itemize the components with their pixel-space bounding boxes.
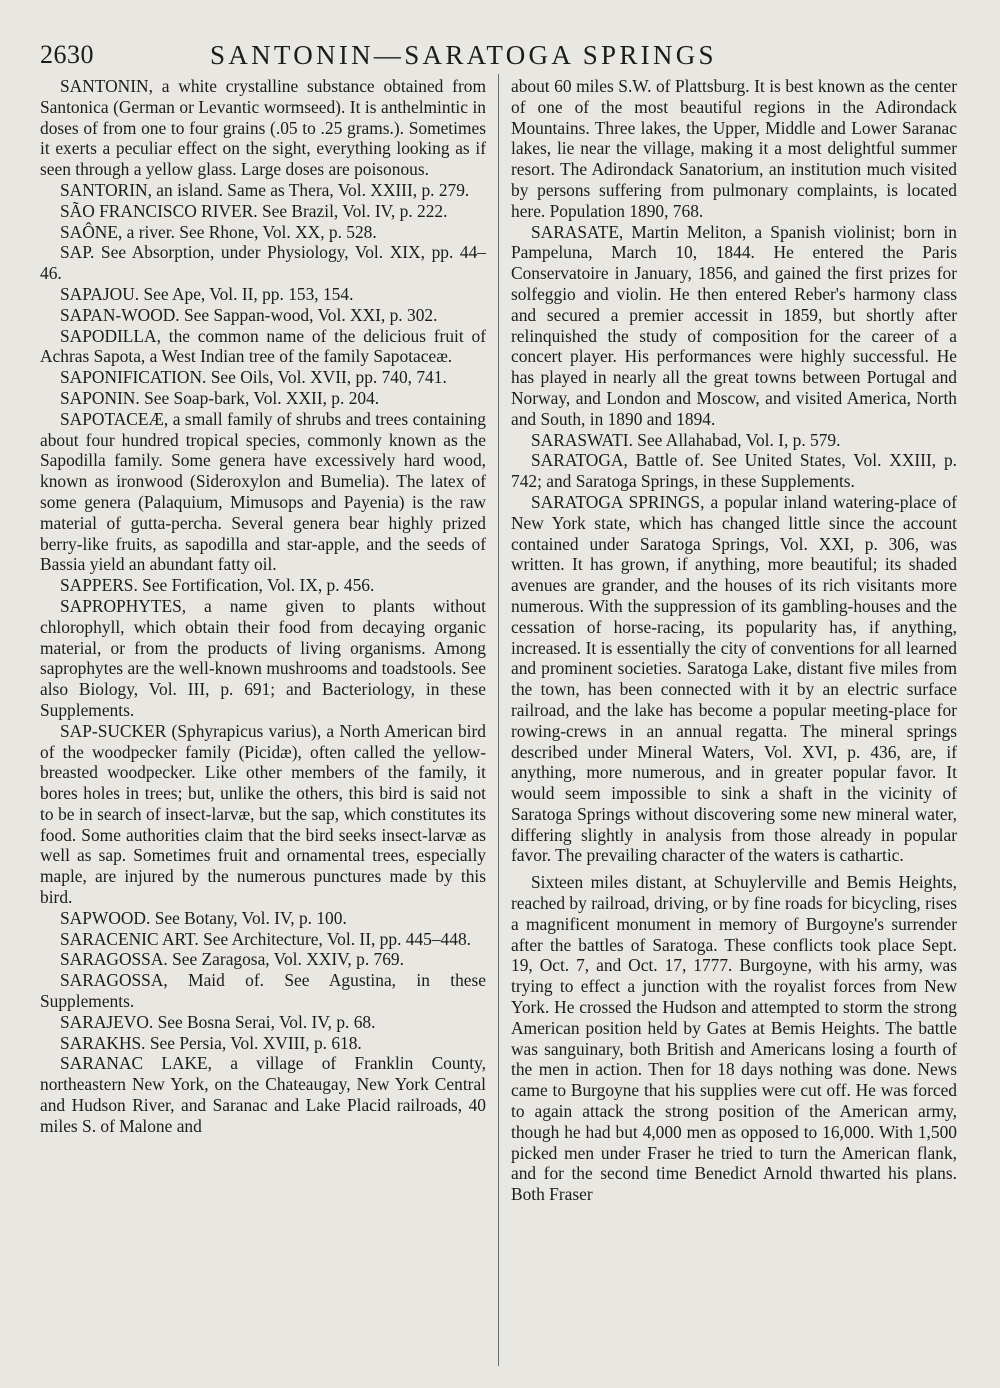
entry-saranac-lake-continued: about 60 miles S.W. of Plattsburg. It is best known as the center of one of the most beautiful regions in the Adirondack Mountains. Three lakes, the Upper, Middle and Lower Saranac lakes, lie near the village, making it a most delightful summer resort. The Adirondack Sanatorium, an institution much visited by persons suffering from pulmonary complaints, is located here. Population 1890, 768. xyxy=(511,76,957,221)
entry-sappers: SAPPERS. See Fortification, Vol. IX, p. 456. xyxy=(60,575,375,596)
entry-saragossa: SARAGOSSA. See Zaragosa, Vol. XXIV, p. 769. xyxy=(60,949,404,970)
entry-saratoga-battle-of: SARATOGA, Battle of. See United States, Vol. XXIII, p. 742; and Saratoga Springs, in these Supplements. xyxy=(511,450,957,492)
entry-saranac-lake: SARANAC LAKE, a village of Franklin County, northeastern New York, on the Chateaugay, New York Central and Hudson River, and Saranac and Lake Placid railroads, 40 miles S. of Malone and xyxy=(40,1053,486,1136)
entry-sapan-wood: SAPAN-WOOD. See Sappan-wood, Vol. XXI, p. 302. xyxy=(60,304,438,325)
column-divider xyxy=(498,74,499,1366)
page-header xyxy=(40,34,970,76)
entry-sao-francisco-river: SÃO FRANCISCO RIVER. See Brazil, Vol. IV, p. 222. xyxy=(60,200,448,221)
paragraph-burgoyne-surrender: Sixteen miles distant, at Schuylerville and Bemis Heights, reached by railroad, driving, or by fine roads for bicycling, rises a magnificent monument in memory of Burgoyne's surrender after the battles of Saratoga. These conflicts took place Sept. 19, Oct. 7, and Oct. 17, 1777. Burgoyne, with his army, was trying to effect a junction with the royalist forces from New York. He crossed the Hudson and attempted to storm the strong American position held by Gates at Bemis Heights. The battle was sanguinary, both British and Americans losing a fourth of the men in action. Then for 18 days nothing was done. News came to Burgoyne that his supplies were cut off. He was forced to again attack the strong position of the American army, though he had but 4,000 men as opposed to 16,000. With 1,500 picked men under Fraser he tried to turn the American flank, and for the second time Benedict Arnold thwarted his plans. Both Fraser xyxy=(511,872,957,1205)
entry-sapotaceae: SAPOTACEÆ, a small family of shrubs and trees containing about four hundred tropical species, commonly known as the Sapodilla family. Some genera have excessively hard wood, known as ironwood (Sideroxylon and Bumelia). The latex of some genera (Palaquium, Mimusops and Payenia) is the raw material of gutta-percha. Several genera bear highly prized berry-like fruits, as sapodilla and star-apple, and the seeds of Bassia yield an abundant fatty oil. xyxy=(40,408,486,575)
left-column xyxy=(40,76,486,1376)
entry-sap-sucker: SAP-SUCKER (Sphyrapicus varius), a North American bird of the woodpecker family (Picidæ), often called the yellow-breasted woodpecker. Like other members of the family, it bores holes in trees; but, unlike the others, this bird is said not to be in search of insect-larvæ, but the sap, which constitutes its food. Some authorities claim that the bird seeks insect-larvæ as well as sap. Sometimes fruit and ornamental trees, especially maple, are injured by the numerous punctures made by this bird. xyxy=(40,720,486,908)
entry-saracenic-art: SARACENIC ART. See Architecture, Vol. II, pp. 445–448. xyxy=(60,928,471,949)
right-column xyxy=(511,76,957,1376)
page-number: 2630 xyxy=(40,40,94,69)
entry-saponification: SAPONIFICATION. See Oils, Vol. XVII, pp. 740, 741. xyxy=(60,367,447,388)
entry-sarasate: SARASATE, Martin Meliton, a Spanish violinist; born in Pampeluna, March 10, 1844. He entered the Paris Conservatoire in January, 1856, and gained the first prizes for solfeggio and violin. He then entered Reber's harmony class and secured a premier accessit in 1859, but shortly after relinquished the study of composition for the career of a concert player. His performances were highly successful. He has played in nearly all the great towns between Portugal and Norway, and London and Moscow, and visited America, North and South, in 1890 and 1894. xyxy=(511,221,957,429)
entry-sap: SAP. See Absorption, under Physiology, Vol. XIX, pp. 44–46. xyxy=(40,242,486,284)
entry-sapodilla: SAPODILLA, the common name of the delicious fruit of Achras Sapota, a West Indian tree of the family Sapotaceæ. xyxy=(40,325,486,367)
entry-saprophytes: SAPROPHYTES, a name given to plants without chlorophyll, which obtain their food from decaying organic material, or from the products of living organisms. Among saprophytes are the well-known mushrooms and toadstools. See also Biology, Vol. III, p. 691; and Bacteriology, in these Supplements. xyxy=(40,595,486,720)
entry-santonin: SANTONIN, a white crystalline substance obtained from Santonica (German or Levantic wormseed). It is anthelmintic in doses of from one to four grains (.05 to .25 grams.). Sometimes it exerts a peculiar effect on the sight, everything looking as if seen through a yellow glass. Large doses are poisonous. xyxy=(40,76,486,180)
entry-saragossa-maid-of: SARAGOSSA, Maid of. See Agustina, in these Supplements. xyxy=(40,970,486,1012)
entry-saraswati: SARASWATI. See Allahabad, Vol. I, p. 579. xyxy=(531,429,841,450)
entry-sapajou: SAPAJOU. See Ape, Vol. II, pp. 153, 154. xyxy=(60,283,354,304)
entry-saponin: SAPONIN. See Soap-bark, Vol. XXII, p. 204. xyxy=(60,387,380,408)
entry-sapwood: SAPWOOD. See Botany, Vol. IV, p. 100. xyxy=(60,907,347,928)
entry-saratoga-springs: SARATOGA SPRINGS, a popular inland watering-place of New York state, which has changed little since the account contained under Saratoga Springs, Vol. XXI, p. 306, was written. It has grown, if anything, more beautiful; its shaded avenues are grander, and the houses of its rich visitants more numerous. With the suppression of its gambling-houses and the cessation of horse-racing, its popularity has, if anything, increased. It is essentially the city of conventions for all learned and prominent societies. Saratoga Lake, distant five miles from the town, has been connected with it by an electric surface railroad, and the lake has become a popular meeting-place for rowing-crews in an annual regatta. The mineral springs described under Mineral Waters, Vol. XVI, p. 436, are, if anything, more numerous, and in greater popular favor. It would seem impossible to sink a shaft in the vicinity of Saratoga Springs without discovering some new mineral water, differing slightly in analysis from those already in popular favor. The prevailing character of the waters is cathartic. xyxy=(511,491,957,866)
entry-santorin: SANTORIN, an island. Same as Thera, Vol. XXIII, p. 279. xyxy=(60,179,470,200)
entry-sarakhs: SARAKHS. See Persia, Vol. XVIII, p. 618. xyxy=(60,1032,362,1053)
running-head: SANTONIN—SARATOGA SPRINGS xyxy=(210,40,717,70)
entry-sarajevo: SARAJEVO. See Bosna Serai, Vol. IV, p. 68. xyxy=(60,1011,376,1032)
entry-saone: SAÔNE, a river. See Rhone, Vol. XX, p. 528. xyxy=(60,221,377,242)
text-columns xyxy=(40,76,970,1376)
